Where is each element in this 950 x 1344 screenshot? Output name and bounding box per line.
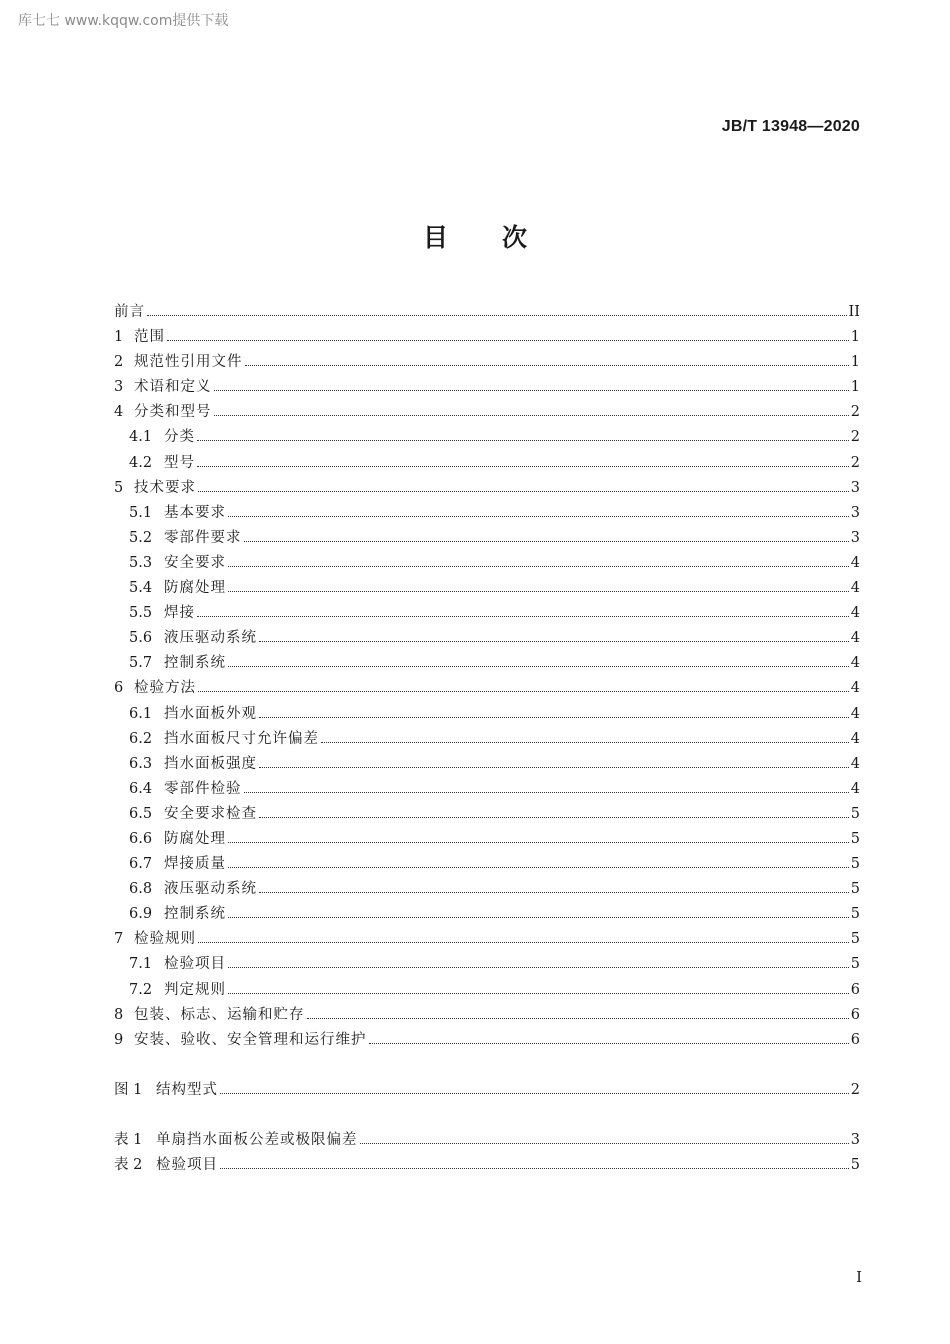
toc-dot-leader bbox=[228, 841, 849, 843]
toc-dot-leader bbox=[228, 992, 849, 994]
toc-entry-label: 控制系统 bbox=[164, 655, 226, 672]
toc-entry-page: 4 bbox=[850, 780, 860, 797]
toc-entry-number: 表 2 bbox=[114, 1157, 143, 1173]
toc-entry-label: 液压驱动系统 bbox=[164, 630, 257, 647]
toc-dot-leader bbox=[259, 766, 849, 768]
toc-entry-page: 4 bbox=[850, 554, 860, 571]
toc-entry[interactable] bbox=[114, 802, 860, 827]
toc-entry[interactable] bbox=[114, 877, 860, 902]
page-number: I bbox=[856, 1268, 862, 1286]
toc-entry-page: 3 bbox=[850, 1131, 860, 1148]
toc-dot-leader bbox=[228, 515, 849, 517]
toc-entry-page: 1 bbox=[850, 354, 860, 371]
toc-entry-label: 检验规则 bbox=[134, 931, 196, 948]
toc-entry-page: 1 bbox=[850, 379, 860, 396]
toc-entry-number: 6.2 bbox=[129, 730, 153, 747]
toc-entry-label: 零部件要求 bbox=[164, 529, 242, 546]
toc-dot-leader bbox=[198, 490, 849, 492]
toc-entry[interactable] bbox=[114, 425, 860, 450]
toc-entry[interactable] bbox=[114, 1128, 860, 1153]
toc-entry-label: 分类和型号 bbox=[134, 404, 212, 421]
toc-dot-leader bbox=[228, 665, 849, 667]
toc-entry[interactable] bbox=[114, 777, 860, 802]
toc-entry-label: 零部件检验 bbox=[164, 780, 242, 797]
toc-entry-page: 5 bbox=[850, 830, 860, 847]
toc-dot-leader bbox=[245, 364, 849, 366]
toc-entry-label: 焊接 bbox=[164, 605, 195, 622]
toc-entry-page: 4 bbox=[850, 680, 860, 697]
toc-entry[interactable] bbox=[114, 852, 860, 877]
toc-entry-label: 防腐处理 bbox=[164, 580, 226, 597]
toc-entry-number: 5.1 bbox=[129, 504, 153, 521]
standard-code: JB/T 13948—2020 bbox=[721, 118, 860, 135]
toc-entry-number: 5.3 bbox=[129, 554, 153, 571]
toc-entry[interactable] bbox=[114, 350, 860, 375]
toc-entry-number: 6.8 bbox=[129, 881, 153, 898]
toc-entry-page: 3 bbox=[850, 504, 860, 521]
toc-entry-page: 2 bbox=[850, 1081, 860, 1098]
toc-entry[interactable] bbox=[114, 476, 860, 501]
toc-entry-label: 前言 bbox=[114, 304, 145, 320]
toc-entry-number: 6.7 bbox=[129, 856, 153, 873]
toc-entry-page: 1 bbox=[850, 329, 860, 346]
toc-entry-number: 3 bbox=[114, 379, 124, 396]
toc-entry-page: 5 bbox=[850, 906, 860, 923]
toc-dot-leader bbox=[228, 966, 849, 968]
toc-dot-leader bbox=[228, 565, 849, 567]
toc-entry-number: 5.2 bbox=[129, 529, 153, 546]
toc-entry-label: 防腐处理 bbox=[164, 830, 226, 847]
toc-entry-number: 5.6 bbox=[129, 630, 153, 647]
toc-entry-number: 8 bbox=[114, 1006, 124, 1023]
toc-entry-label: 结构型式 bbox=[156, 1081, 218, 1098]
toc-entry-page: 6 bbox=[850, 1031, 860, 1048]
toc-entry-page: 5 bbox=[850, 956, 860, 973]
toc-entry[interactable] bbox=[114, 451, 860, 476]
toc-entry-number: 5 bbox=[114, 479, 124, 496]
toc-dot-leader bbox=[360, 1142, 849, 1144]
toc-entry-label: 规范性引用文件 bbox=[134, 354, 243, 371]
toc-entry-number: 6 bbox=[114, 680, 124, 697]
toc-dot-leader bbox=[259, 891, 849, 893]
toc-entry[interactable] bbox=[114, 576, 860, 601]
toc-dot-leader bbox=[214, 389, 849, 391]
toc-entry-label: 安全要求检查 bbox=[164, 805, 257, 822]
toc-entry-label: 包装、标志、运输和贮存 bbox=[134, 1006, 305, 1023]
toc-entry-page: 4 bbox=[850, 655, 860, 672]
toc-entry[interactable] bbox=[114, 325, 860, 350]
toc-entry-number: 5.5 bbox=[129, 605, 153, 622]
toc-entry-number: 6.6 bbox=[129, 830, 153, 847]
toc-entry[interactable] bbox=[114, 702, 860, 727]
toc-entry-number: 5.4 bbox=[129, 580, 153, 597]
toc-entry-label: 控制系统 bbox=[164, 906, 226, 923]
toc-entry-label: 检验项目 bbox=[164, 956, 226, 973]
toc-entry-page: II bbox=[848, 304, 860, 320]
toc-entry-label: 分类 bbox=[164, 429, 195, 446]
toc-entry-label: 安全要求 bbox=[164, 554, 226, 571]
toc-entry-page: 4 bbox=[850, 705, 860, 722]
toc-entry-number: 5.7 bbox=[129, 655, 153, 672]
toc-entry-number: 9 bbox=[114, 1031, 124, 1048]
toc-entry[interactable] bbox=[114, 400, 860, 425]
table-of-contents bbox=[114, 300, 860, 1178]
toc-entry-label: 挡水面板外观 bbox=[164, 705, 257, 722]
toc-entry-page: 4 bbox=[850, 730, 860, 747]
toc-dot-leader bbox=[259, 640, 849, 642]
toc-entry-label: 术语和定义 bbox=[134, 379, 212, 396]
toc-entry-number: 6.5 bbox=[129, 805, 153, 822]
toc-entry[interactable] bbox=[114, 651, 860, 676]
toc-entry[interactable] bbox=[114, 752, 860, 777]
toc-entry-page: 2 bbox=[850, 429, 860, 446]
toc-entry[interactable] bbox=[114, 1078, 860, 1103]
toc-entry-page: 3 bbox=[850, 479, 860, 496]
toc-entry[interactable] bbox=[114, 978, 860, 1003]
toc-entry-page: 5 bbox=[850, 805, 860, 822]
toc-entry[interactable] bbox=[114, 1028, 860, 1053]
toc-dot-leader bbox=[244, 791, 849, 793]
toc-entry-page: 4 bbox=[850, 630, 860, 647]
toc-dot-leader bbox=[259, 816, 849, 818]
toc-dot-leader bbox=[228, 590, 849, 592]
toc-entry[interactable] bbox=[114, 526, 860, 551]
toc-entry-page: 6 bbox=[850, 981, 860, 998]
toc-entry-page: 5 bbox=[850, 931, 860, 948]
toc-entry-page: 2 bbox=[850, 454, 860, 471]
toc-entry[interactable] bbox=[114, 1153, 860, 1178]
toc-entry-number: 表 1 bbox=[114, 1131, 143, 1148]
toc-entry-page: 5 bbox=[850, 1157, 860, 1173]
toc-entry[interactable] bbox=[114, 300, 860, 325]
toc-entry[interactable] bbox=[114, 902, 860, 927]
toc-dot-leader bbox=[220, 1167, 849, 1169]
toc-entry[interactable] bbox=[114, 676, 860, 701]
toc-dot-leader bbox=[198, 941, 849, 943]
toc-entry-page: 4 bbox=[850, 605, 860, 622]
toc-entry[interactable] bbox=[114, 1003, 860, 1028]
toc-entry-number: 6.3 bbox=[129, 755, 153, 772]
toc-dot-leader bbox=[167, 339, 849, 341]
toc-dot-leader bbox=[259, 716, 849, 718]
toc-entry-page: 4 bbox=[850, 755, 860, 772]
toc-dot-leader bbox=[321, 741, 849, 743]
toc-dot-leader bbox=[220, 1092, 849, 1094]
toc-entry-page: 4 bbox=[850, 580, 860, 597]
toc-entry-label: 挡水面板尺寸允许偏差 bbox=[164, 730, 319, 747]
toc-entry[interactable] bbox=[114, 626, 860, 651]
toc-dot-leader bbox=[369, 1042, 849, 1044]
toc-entry-page: 2 bbox=[850, 404, 860, 421]
toc-entry-label: 检验方法 bbox=[134, 680, 196, 697]
toc-dot-leader bbox=[307, 1017, 849, 1019]
watermark: 库七七 www.kqqw.com提供下载 bbox=[18, 13, 229, 29]
toc-entry-page: 3 bbox=[850, 529, 860, 546]
toc-dot-leader bbox=[198, 690, 849, 692]
toc-dot-leader bbox=[197, 465, 849, 467]
toc-entry-label: 判定规则 bbox=[164, 981, 226, 998]
toc-entry-number: 2 bbox=[114, 354, 124, 371]
toc-entry-number: 6.4 bbox=[129, 780, 153, 797]
toc-entry[interactable] bbox=[114, 927, 860, 952]
toc-entry[interactable] bbox=[114, 952, 860, 977]
toc-dot-leader bbox=[228, 916, 849, 918]
toc-entry-page: 5 bbox=[850, 856, 860, 873]
toc-entry-page: 6 bbox=[850, 1006, 860, 1023]
toc-dot-leader bbox=[228, 866, 849, 868]
toc-entry-number: 4.2 bbox=[129, 454, 153, 471]
page-title: 目次 bbox=[422, 223, 581, 252]
toc-entry[interactable] bbox=[114, 727, 860, 752]
toc-entry[interactable] bbox=[114, 551, 860, 576]
toc-entry-number: 图 1 bbox=[114, 1081, 143, 1098]
toc-entry-number: 6.9 bbox=[129, 906, 153, 923]
toc-entry-number: 4.1 bbox=[129, 429, 153, 446]
toc-entry-page: 5 bbox=[850, 881, 860, 898]
toc-entry-label: 安装、验收、安全管理和运行维护 bbox=[134, 1031, 367, 1048]
toc-entry-label: 单扇挡水面板公差或极限偏差 bbox=[156, 1131, 358, 1148]
toc-entry-label: 基本要求 bbox=[164, 504, 226, 521]
toc-entry-label: 型号 bbox=[164, 454, 195, 471]
toc-entry[interactable] bbox=[114, 501, 860, 526]
toc-entry-number: 1 bbox=[114, 329, 124, 346]
toc-entry[interactable] bbox=[114, 827, 860, 852]
toc-dot-leader bbox=[197, 615, 849, 617]
toc-entry-label: 焊接质量 bbox=[164, 856, 226, 873]
toc-entry[interactable] bbox=[114, 601, 860, 626]
toc-dot-leader bbox=[147, 314, 847, 316]
toc-entry-number: 7 bbox=[114, 931, 124, 948]
toc-entry-label: 技术要求 bbox=[134, 479, 196, 496]
toc-entry[interactable] bbox=[114, 375, 860, 400]
toc-entry-label: 检验项目 bbox=[156, 1157, 218, 1173]
toc-entry-label: 挡水面板强度 bbox=[164, 755, 257, 772]
toc-entry-label: 液压驱动系统 bbox=[164, 881, 257, 898]
toc-dot-leader bbox=[197, 439, 849, 441]
toc-entry-label: 范围 bbox=[134, 329, 165, 346]
toc-entry-number: 7.1 bbox=[129, 956, 153, 973]
toc-entry-number: 6.1 bbox=[129, 705, 153, 722]
toc-entry-number: 7.2 bbox=[129, 981, 153, 998]
toc-dot-leader bbox=[214, 414, 849, 416]
toc-entry-number: 4 bbox=[114, 404, 124, 421]
toc-dot-leader bbox=[244, 540, 849, 542]
